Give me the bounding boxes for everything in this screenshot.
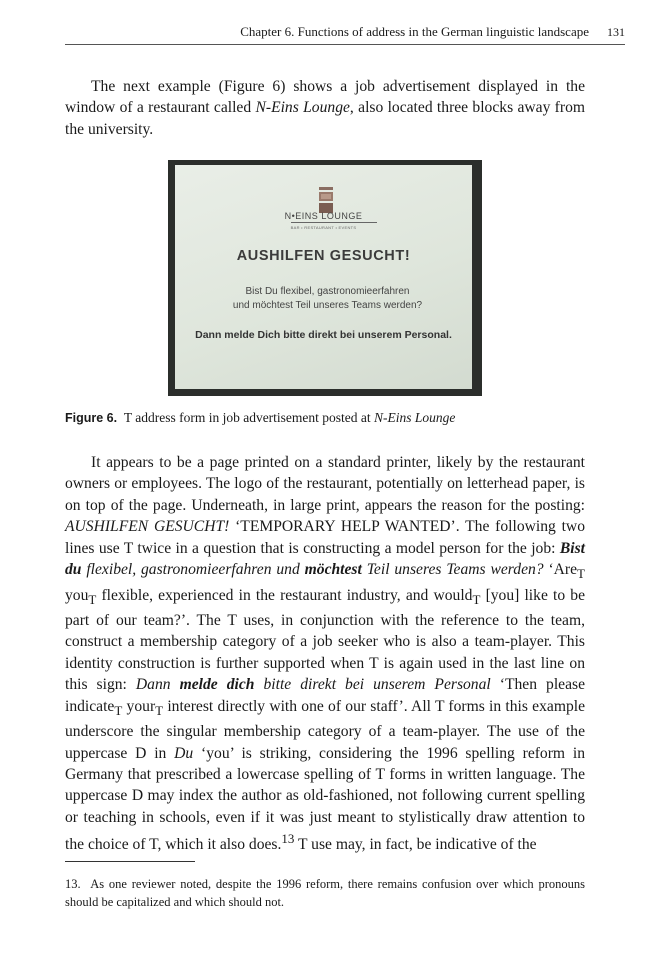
sign-question: Bist Du flexibel, gastronomieerfahren und möchtest Teil unseres Teams werden? [232,286,423,311]
sign-headline: AUSHILFEN GESUCHT! [236,248,411,264]
sign-tagline: BAR • RESTAURANT • EVENTS [290,225,357,230]
running-head-title: Chapter 6. Functions of address in the German linguistic landscape [240,24,589,39]
sign-closing-line: Dann melde Dich bitte direkt bei unserem Personal. [195,329,452,341]
footnote-divider [65,861,195,862]
analysis-paragraph: It appears to be a page printed on a standard printer, likely by the restaurant owners or employees. The logo of the restaurant, potentially on letterhead paper, is on top of the page. Underneath, in large print, appears the reason for the posting: AUSHILFEN GESUCHT! ‘TEMPORARY HELP WANTED’. The following two lines use T twice in a question that is constructing a model person for the job: Bist du flexibel, gastronomieerfahren und möchtest Teil unseres Teams werden? ‘Are$_T$ you$_T$ flexible, experienced in the restaurant industry, and would$_T$ [you] like to be part of our team?’. The T uses, in conjunction with the reference to the team, construct a membership category of a job seeker who is also a team-player. This identity construction is further supported when T is again used in the last line on this sign: Dann melde dich bitte direkt bei unserem Personal ‘Then please indicate$_T$ your$_T$ interest directly with one of our staff’. All T forms in this example underscore the singular membership category of a team-player. The use of the uppercase D in Du ‘you’ is striking, considering the 1996 spelling reform in Germany that prescribed a lowercase spelling of T forms in written language. The uppercase D may index the author as old-fashioned, not following current spelling or teaching in schools, even if it was just meant to stylistically draw attention to the choice of T, which it also does.$^{13}$ T use may, in fact, be indicative of the [65,454,586,854]
footnote [65,875,585,911]
caption-label: Figure 6. [65,411,118,425]
venue-name: N-Eins Lounge [255,99,350,117]
sign-divider [291,222,377,223]
job-advertisement-sign [175,165,472,389]
sign-brand: N•EINS LOUNGE [284,211,363,221]
footnote-text: As one reviewer noted, despite the 1996 reform, there remains confusion over which pronouns should be capitalized and which should not. [65,877,585,909]
running-head [65,22,625,45]
footnote-ref[interactable]: 13 [281,831,295,847]
footnote-number: 13. [65,877,81,891]
figure-photo [168,160,482,396]
page-number: 131 [607,25,625,39]
figure-caption: Figure 6. T address form in job advertisement posted at N-Eins Lounge [65,410,456,425]
restaurant-logo-icon [318,187,334,213]
intro-paragraph: The next example (Figure 6) shows a job advertisement displayed in the window of a restaurant called N-Eins Lounge, also located three blocks away from the university. [65,78,585,138]
